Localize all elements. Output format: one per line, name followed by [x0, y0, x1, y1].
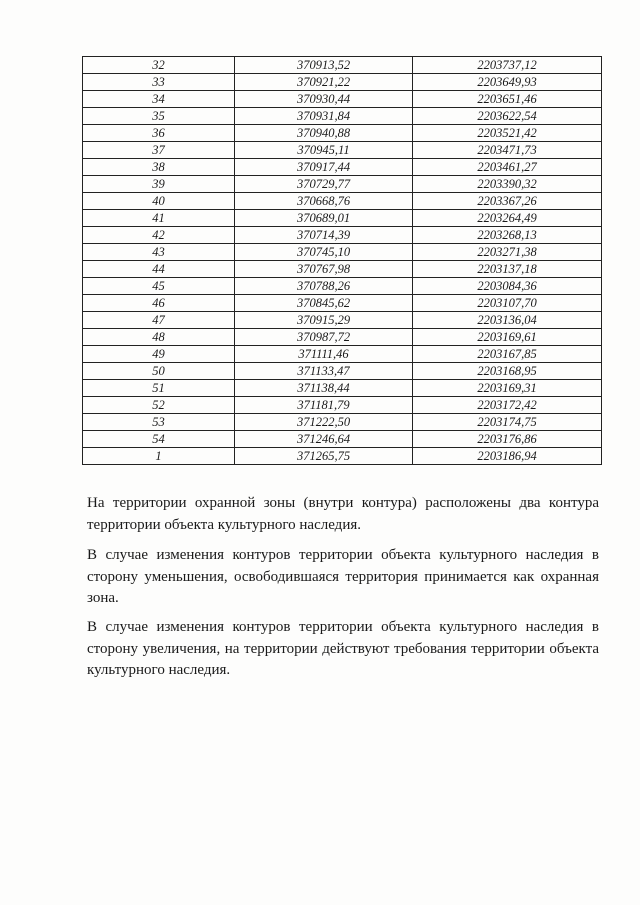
table-row: [83, 448, 602, 465]
x-coordinate-cell: 370913,52: [235, 57, 413, 74]
point-number-cell: 34: [83, 91, 235, 108]
table-row: [83, 176, 602, 193]
y-coordinate-cell: 2203521,42: [413, 125, 602, 142]
table-row: [83, 210, 602, 227]
table-row: [83, 142, 602, 159]
point-number-cell: 36: [83, 125, 235, 142]
table-row: [83, 193, 602, 210]
x-coordinate-cell: 370987,72: [235, 329, 413, 346]
table-row: [83, 414, 602, 431]
y-coordinate-cell: 2203461,27: [413, 159, 602, 176]
y-coordinate-cell: 2203169,61: [413, 329, 602, 346]
point-number-cell: 49: [83, 346, 235, 363]
table-row: [83, 91, 602, 108]
point-number-cell: 45: [83, 278, 235, 295]
point-number-cell: 48: [83, 329, 235, 346]
point-number-cell: 51: [83, 380, 235, 397]
y-coordinate-cell: 2203084,36: [413, 278, 602, 295]
point-number-cell: 41: [83, 210, 235, 227]
point-number-cell: 39: [83, 176, 235, 193]
table-row: [83, 363, 602, 380]
table-row: [83, 125, 602, 142]
x-coordinate-cell: 370745,10: [235, 244, 413, 261]
x-coordinate-cell: 370931,84: [235, 108, 413, 125]
table-row: [83, 431, 602, 448]
y-coordinate-cell: 2203176,86: [413, 431, 602, 448]
x-coordinate-cell: 370689,01: [235, 210, 413, 227]
table-row: [83, 261, 602, 278]
y-coordinate-cell: 2203136,04: [413, 312, 602, 329]
point-number-cell: 43: [83, 244, 235, 261]
y-coordinate-cell: 2203186,94: [413, 448, 602, 465]
y-coordinate-cell: 2203172,42: [413, 397, 602, 414]
table-row: [83, 244, 602, 261]
y-coordinate-cell: 2203622,54: [413, 108, 602, 125]
coordinates-table: [82, 56, 602, 465]
y-coordinate-cell: 2203649,93: [413, 74, 602, 91]
paragraph-decrease: В случае изменения контуров территории объекта культурного наследия в сторону уменьшения, освободившаяся территория принимается как охранная зона.: [87, 547, 599, 606]
point-number-cell: 33: [83, 74, 235, 91]
point-number-cell: 32: [83, 57, 235, 74]
x-coordinate-cell: 370921,22: [235, 74, 413, 91]
x-coordinate-cell: 370845,62: [235, 295, 413, 312]
y-coordinate-cell: 2203367,26: [413, 193, 602, 210]
x-coordinate-cell: 371133,47: [235, 363, 413, 380]
point-number-cell: 42: [83, 227, 235, 244]
table-row: [83, 329, 602, 346]
table-row: [83, 159, 602, 176]
paragraph-protected-zone: На территории охранной зоны (внутри контура) расположены два контура территории объекта культурного наследия.: [87, 495, 599, 533]
y-coordinate-cell: 2203264,49: [413, 210, 602, 227]
table-row: [83, 227, 602, 244]
y-coordinate-cell: 2203137,18: [413, 261, 602, 278]
point-number-cell: 50: [83, 363, 235, 380]
point-number-cell: 54: [83, 431, 235, 448]
x-coordinate-cell: 371138,44: [235, 380, 413, 397]
y-coordinate-cell: 2203174,75: [413, 414, 602, 431]
table-row: [83, 346, 602, 363]
point-number-cell: 53: [83, 414, 235, 431]
x-coordinate-cell: 370668,76: [235, 193, 413, 210]
x-coordinate-cell: 370788,26: [235, 278, 413, 295]
x-coordinate-cell: 371111,46: [235, 346, 413, 363]
point-number-cell: 52: [83, 397, 235, 414]
table-row: [83, 57, 602, 74]
x-coordinate-cell: 370729,77: [235, 176, 413, 193]
table-row: [83, 397, 602, 414]
table-row: [83, 108, 602, 125]
x-coordinate-cell: 370940,88: [235, 125, 413, 142]
y-coordinate-cell: 2203268,13: [413, 227, 602, 244]
y-coordinate-cell: 2203167,85: [413, 346, 602, 363]
point-number-cell: 44: [83, 261, 235, 278]
point-number-cell: 40: [83, 193, 235, 210]
point-number-cell: 1: [83, 448, 235, 465]
x-coordinate-cell: 370915,29: [235, 312, 413, 329]
coordinates-table-body: [83, 57, 602, 465]
y-coordinate-cell: 2203168,95: [413, 363, 602, 380]
point-number-cell: 35: [83, 108, 235, 125]
x-coordinate-cell: 370767,98: [235, 261, 413, 278]
y-coordinate-cell: 2203471,73: [413, 142, 602, 159]
table-row: [83, 74, 602, 91]
point-number-cell: 46: [83, 295, 235, 312]
y-coordinate-cell: 2203390,32: [413, 176, 602, 193]
point-number-cell: 37: [83, 142, 235, 159]
table-row: [83, 380, 602, 397]
point-number-cell: 38: [83, 159, 235, 176]
point-number-cell: 47: [83, 312, 235, 329]
y-coordinate-cell: 2203107,70: [413, 295, 602, 312]
x-coordinate-cell: 371222,50: [235, 414, 413, 431]
paragraph-increase: В случае изменения контуров территории объекта культурного наследия в сторону увеличения, на территории действуют требования территории объекта культурного наследия.: [87, 619, 599, 678]
x-coordinate-cell: 370714,39: [235, 227, 413, 244]
x-coordinate-cell: 371246,64: [235, 431, 413, 448]
x-coordinate-cell: 370917,44: [235, 159, 413, 176]
y-coordinate-cell: 2203169,31: [413, 380, 602, 397]
table-row: [83, 295, 602, 312]
x-coordinate-cell: 370945,11: [235, 142, 413, 159]
y-coordinate-cell: 2203737,12: [413, 57, 602, 74]
table-row: [83, 278, 602, 295]
x-coordinate-cell: 371265,75: [235, 448, 413, 465]
x-coordinate-cell: 371181,79: [235, 397, 413, 414]
y-coordinate-cell: 2203651,46: [413, 91, 602, 108]
x-coordinate-cell: 370930,44: [235, 91, 413, 108]
y-coordinate-cell: 2203271,38: [413, 244, 602, 261]
table-row: [83, 312, 602, 329]
